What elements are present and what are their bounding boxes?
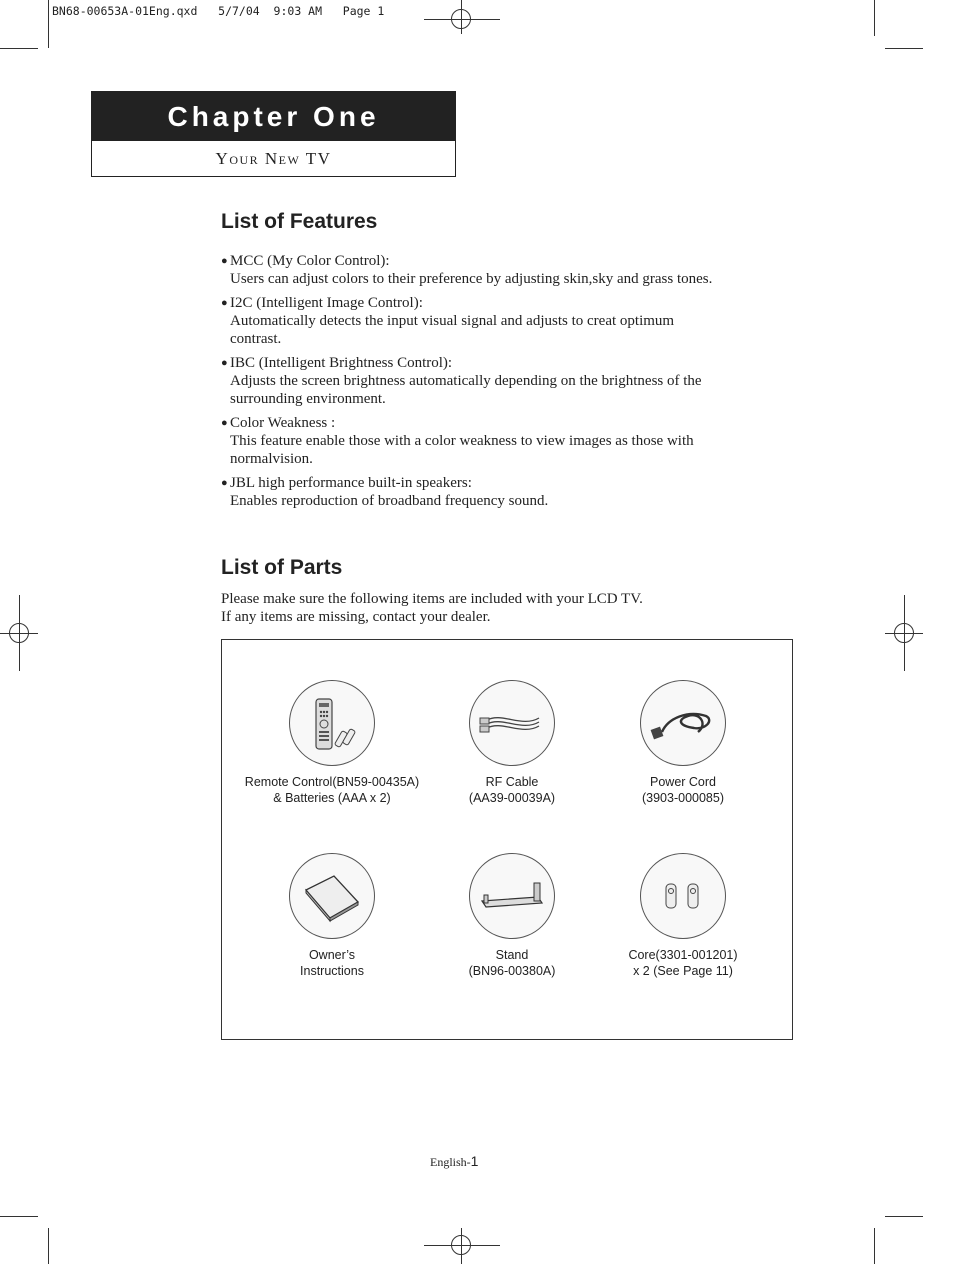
features-heading: List of Features <box>221 210 378 233</box>
feature-title: IBC (Intelligent Brightness Control): <box>230 355 453 371</box>
part-code: (3903-000085) <box>641 791 724 805</box>
bullet-icon: ● <box>221 477 228 489</box>
parts-intro-line: If any items are missing, contact your dealer. <box>221 609 491 625</box>
chapter-subtitle: Your New TV <box>215 148 332 168</box>
part-code: (BN96-00380A) <box>468 964 556 978</box>
part-code: Instructions <box>300 964 364 978</box>
feature-title: MCC (My Color Control): <box>230 253 390 269</box>
part-label <box>237 947 427 979</box>
part-name: RF Cable <box>485 775 539 789</box>
part-name: Power Cord <box>650 775 716 789</box>
part-item <box>588 680 778 806</box>
part-label <box>588 947 778 979</box>
rf-cable-icon <box>469 680 555 766</box>
chapter-title: Chapter One <box>92 92 455 141</box>
chapter-header <box>91 91 456 177</box>
part-code: x 2 (See Page 11) <box>633 964 733 978</box>
feature-description: Automatically detects the input visual signal and adjusts to creat optimum contrast. <box>230 313 675 347</box>
feature-title: Color Weakness : <box>230 415 336 431</box>
feature-item <box>221 474 721 510</box>
part-label <box>417 774 607 806</box>
part-item <box>417 853 607 979</box>
parts-intro <box>221 590 643 626</box>
part-code: (AA39-00039A) <box>468 791 556 805</box>
features-list <box>221 252 721 516</box>
footer-language: English- <box>430 1155 471 1169</box>
part-item <box>588 853 778 979</box>
part-label <box>417 947 607 979</box>
parts-heading: List of Parts <box>221 556 343 579</box>
bullet-icon: ● <box>221 357 228 369</box>
part-code: & Batteries (AAA x 2) <box>273 791 391 805</box>
manual-icon <box>289 853 375 939</box>
part-item <box>237 680 427 806</box>
file-slug: BN68-00653A-01Eng.qxd 5/7/04 9:03 AM Page 1 <box>52 4 385 18</box>
parts-intro-line: Please make sure the following items are included with your LCD TV. <box>221 591 643 607</box>
ferrite-core-icon <box>640 853 726 939</box>
feature-description: This feature enable those with a color weakness to view images as those with normalvision. <box>230 433 694 467</box>
remote-control-icon <box>289 680 375 766</box>
feature-title: I2C (Intelligent Image Control): <box>230 295 423 311</box>
page-number: 1 <box>470 1153 479 1169</box>
feature-item <box>221 252 721 288</box>
bullet-icon: ● <box>221 255 228 267</box>
part-name: Core(3301-001201) <box>628 948 738 962</box>
feature-description: Enables reproduction of broadband frequency sound. <box>230 493 549 509</box>
part-label <box>588 774 778 806</box>
feature-description: Users can adjust colors to their preference by adjusting skin,sky and grass tones. <box>230 271 713 287</box>
part-item <box>237 853 427 979</box>
part-item <box>417 680 607 806</box>
feature-description: Adjusts the screen brightness automatically depending on the brightness of the surrounding environment. <box>230 373 702 407</box>
power-cord-icon <box>640 680 726 766</box>
part-name: Remote Control(BN59-00435A) <box>244 775 420 789</box>
parts-box <box>221 639 793 1040</box>
page-footer <box>430 1153 478 1170</box>
feature-item <box>221 354 721 408</box>
feature-title: JBL high performance built-in speakers: <box>230 475 472 491</box>
feature-item <box>221 414 721 468</box>
part-name: Owner’s <box>308 948 356 962</box>
bullet-icon: ● <box>221 417 228 429</box>
bullet-icon: ● <box>221 297 228 309</box>
stand-icon <box>469 853 555 939</box>
part-label <box>237 774 427 806</box>
feature-item <box>221 294 721 348</box>
part-name: Stand <box>495 948 529 962</box>
